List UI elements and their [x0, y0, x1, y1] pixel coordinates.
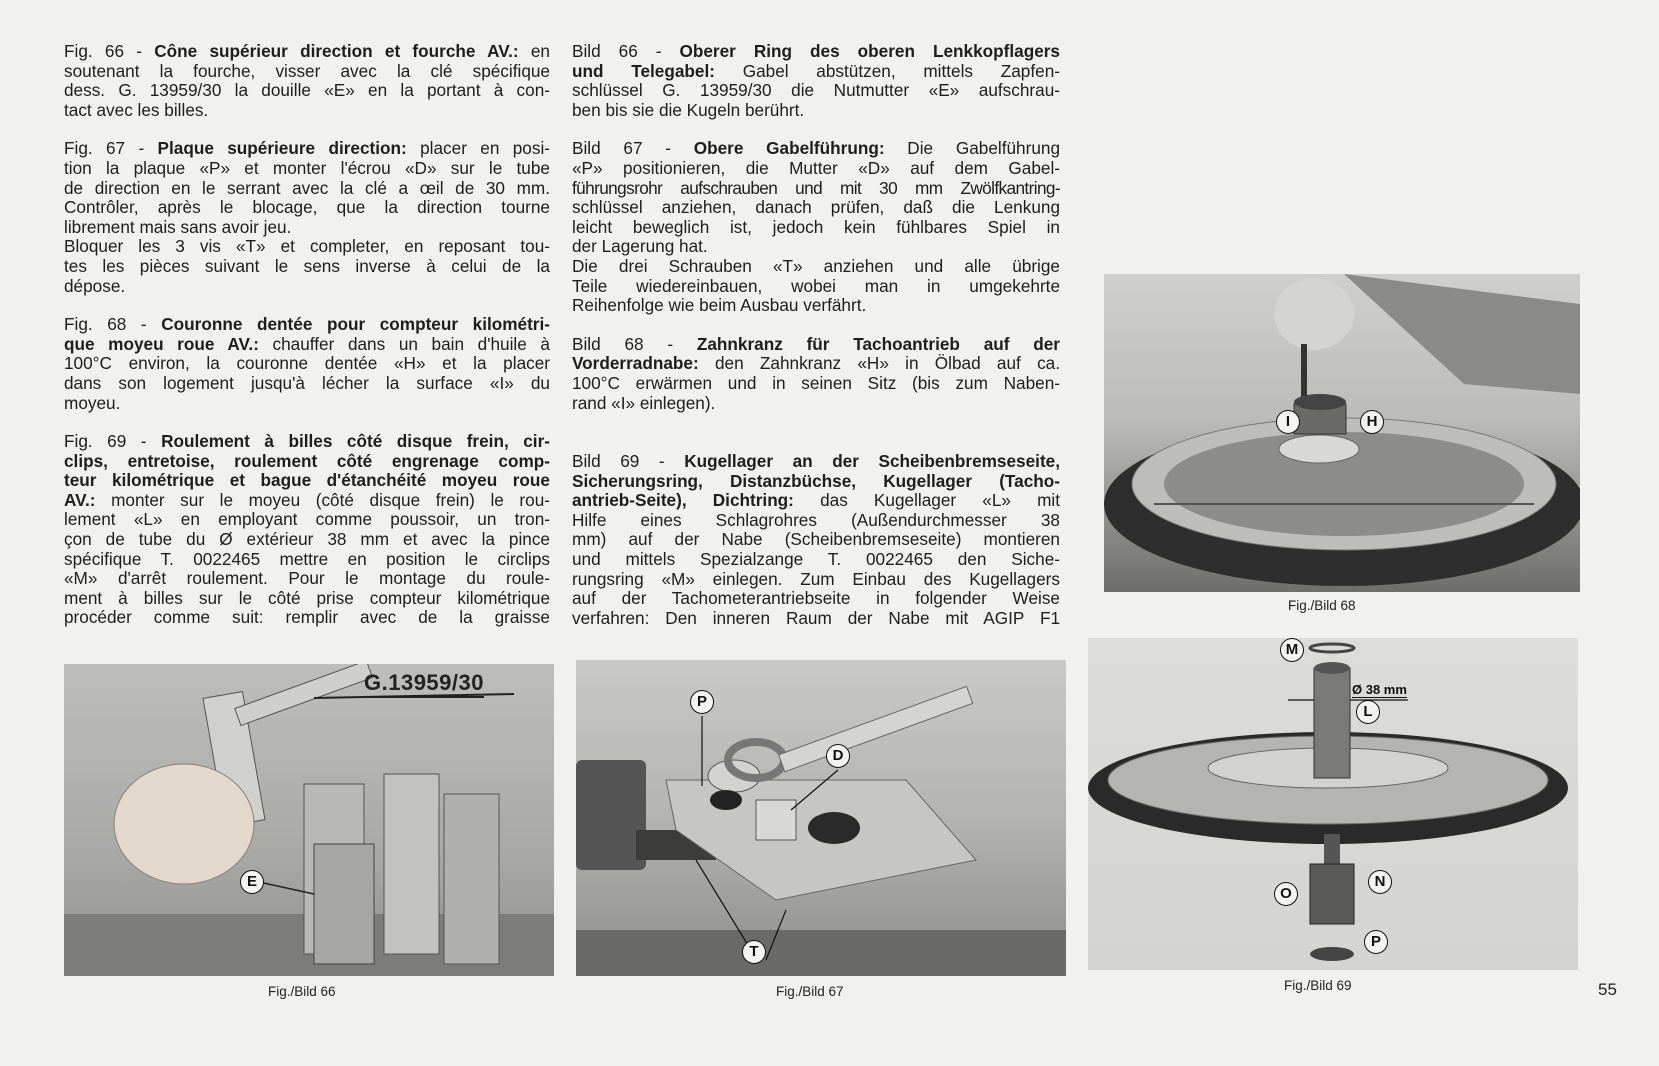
fig-title: antrieb-Seite), Dichtring: — [572, 490, 794, 511]
fig-title: Zahnkranz für Tachoantrieb auf der — [696, 333, 1060, 354]
bild69-text — [572, 452, 1060, 628]
text-line: auf der Tachometerantriebseite in folgender Weise — [572, 588, 1060, 609]
fig-title: Kugellager an der Scheibenbremseseite, — [684, 451, 1061, 472]
text-line: «M» d'arrêt roulement. Pour le montage du roule- — [64, 568, 550, 589]
fig-number: Bild 69 - — [572, 451, 685, 472]
callout-h: H — [1360, 410, 1384, 434]
text-line: Gabel abstützen, mittels Zapfen- — [714, 60, 1060, 81]
callout-m: M — [1280, 638, 1304, 662]
callout-e: E — [240, 870, 264, 894]
text-line: en — [518, 41, 550, 61]
fig-title: Cône supérieur direction et fourche AV.: — [154, 41, 519, 61]
text-line: verfahren: Den inneren Raum der Nabe mit AGIP F1 — [572, 607, 1060, 628]
text-line: und mittels Spezialzange T. 0022465 den Siche- — [572, 549, 1060, 570]
callout-t: T — [742, 940, 766, 964]
text-line: mm) auf der Nabe (Scheibenbremseseite) montieren — [572, 529, 1060, 550]
page-number: 55 — [1598, 980, 1617, 999]
bild67-text — [572, 139, 1060, 315]
text-line: tion la plaque «P» et monter l'écrou «D» sur le tube — [64, 157, 550, 178]
text-line: schlüssel anziehen, danach prüfen, daß die Lenkung — [572, 197, 1060, 218]
fig69-photo — [1088, 638, 1578, 970]
fig68-photo — [1104, 274, 1580, 592]
text-line: Hilfe eines Schlagrohres (Außendurchmesser 38 — [572, 509, 1060, 530]
fig67-photo — [576, 660, 1066, 976]
wheel-with-gear-illustration — [1104, 274, 1580, 592]
text-line: den Zahnkranz «H» in Ölbad auf ca. — [698, 353, 1060, 374]
fig-title: und Telegabel: — [572, 60, 715, 81]
text-line: procéder comme suit: remplir avec de la graisse — [64, 607, 550, 628]
fig-title: Plaque supérieure direction: — [157, 138, 407, 159]
text-line: çon de tube du Ø extérieur 38 mm et avec la pince — [64, 529, 550, 550]
fig-title: AV.: — [64, 489, 96, 510]
text-line: 100°C erwärmen und in seinen Sitz (bis zum Naben- — [572, 372, 1060, 393]
wheel-bearing-exploded-illustration — [1088, 638, 1578, 970]
fig-title: Obere Gabelführung: — [693, 138, 885, 159]
fig-title: que moyeu roue AV.: — [64, 333, 259, 354]
fig68-caption: Fig./Bild 68 — [1288, 598, 1356, 613]
text-line: 100°C environ, la couronne dentée «H» et la placer — [64, 353, 550, 374]
text-line: der Lagerung hat. — [572, 236, 708, 257]
callout-p2: P — [1364, 930, 1388, 954]
text-line: schlüssel G. 13959/30 die Nutmutter «E» aufschrau- — [572, 80, 1060, 101]
callout-i: I — [1276, 410, 1300, 434]
fig-title: Oberer Ring des oberen Lenkkopflagers — [679, 41, 1060, 61]
text-line: Reihenfolge wie beim Ausbau verfährt. — [572, 295, 867, 316]
text-line: rand «I» einlegen). — [572, 392, 716, 413]
fig68-text — [64, 315, 550, 413]
fig66-photo — [64, 664, 554, 976]
fig66-text — [64, 42, 550, 120]
dimension-label: Ø 38 mm — [1352, 682, 1407, 697]
text-line: dess. G. 13959/30 la douille «E» en la portant à con- — [64, 80, 550, 101]
fig69-text — [64, 432, 550, 628]
fig-title: Roulement à billes côté disque frein, cir- — [161, 431, 550, 452]
bild66-text — [572, 42, 1060, 120]
callout-n: N — [1368, 870, 1392, 894]
text-line: rungsring «M» einlegen. Zum Einbau des Kugellagers — [572, 568, 1060, 589]
callout-p: P — [690, 690, 714, 714]
text-line: soutenant la fourche, visser avec la clé spécifique — [64, 60, 550, 81]
fig-number: Fig. 66 - — [64, 41, 155, 61]
steering-plate-illustration — [576, 660, 1066, 976]
text-line: tes les pièces suivant le sens inverse à celui de la — [64, 255, 550, 276]
fig-title: Vorderradnabe: — [572, 353, 699, 374]
text-line: spécifique T. 0022465 mettre en position le circlips — [64, 548, 550, 569]
fig66-caption: Fig./Bild 66 — [268, 984, 336, 999]
text-line: Teile wiedereinbauen, wobei man in umgekehrte — [572, 275, 1060, 296]
fig67-text — [64, 139, 550, 296]
text-line: de direction en le serrant avec la clé a œil de 30 mm. — [64, 177, 550, 198]
fig-number: Fig. 68 - — [64, 314, 162, 335]
fig69-caption: Fig./Bild 69 — [1284, 978, 1352, 993]
fig-number: Bild 66 - — [572, 41, 680, 61]
text-line: führungsrohr aufschrauben und mit 30 mm Zwölfkantring- — [572, 177, 1060, 198]
text-line: leicht beweglich ist, jedoch kein fühlbares Spiel in — [572, 216, 1060, 237]
text-line: Contrôler, après le blocage, que la direction tourne — [64, 197, 550, 218]
callout-o: O — [1274, 882, 1298, 906]
fig-number: Bild 67 - — [572, 138, 694, 159]
fig-title: clips, entretoise, roulement côté engrenage comp- — [64, 450, 550, 471]
text-line: lement «L» en employant comme poussoir, un tron- — [64, 509, 550, 530]
text-line: Die Gabelführung — [884, 138, 1061, 159]
text-line: moyeu. — [64, 392, 121, 413]
callout-l: L — [1356, 700, 1380, 724]
fig-title: teur kilométrique et bague d'étanchéité moyeu roue — [64, 470, 550, 491]
text-line: dépose. — [64, 275, 126, 296]
fig-title: Sicherungsring, Distanzbüchse, Kugellager (Tacho- — [572, 470, 1060, 491]
text-line: librement mais sans avoir jeu. — [64, 216, 292, 237]
text-line: das Kugellager «L» mit — [793, 490, 1060, 511]
text-line: placer en posi- — [406, 138, 550, 159]
text-line: Die drei Schrauben «T» anziehen und alle übrige — [572, 255, 1060, 276]
tool-label: G.13959/30 — [364, 670, 484, 698]
text-line: dans son logement jusqu'à lécher la surface «I» du — [64, 372, 550, 393]
fig-title: Couronne dentée pour compteur kilométri- — [161, 314, 550, 335]
fig-number: Bild 68 - — [572, 333, 697, 354]
german-column — [572, 42, 1060, 647]
fig67-caption: Fig./Bild 67 — [776, 984, 844, 999]
text-line: ment à billes sur le côté prise compteur kilométrique — [64, 587, 550, 608]
fork-tubes-illustration — [64, 664, 554, 976]
text-line: «P» positionieren, die Mutter «D» auf dem Gabel- — [572, 157, 1060, 178]
text-line: ben bis sie die Kugeln berührt. — [572, 99, 805, 120]
text-line: chauffer dans un bain d'huile à — [258, 333, 550, 354]
fig-number: Fig. 69 - — [64, 431, 162, 452]
fig-number: Fig. 67 - — [64, 138, 158, 159]
text-line: Bloquer les 3 vis «T» et completer, en reposant tou- — [64, 236, 550, 257]
text-line: monter sur le moyeu (côté disque frein) le rou- — [95, 489, 550, 510]
callout-d: D — [826, 744, 850, 768]
bild68-text — [572, 335, 1060, 413]
french-column — [64, 42, 550, 647]
text-line: tact avec les billes. — [64, 99, 209, 120]
